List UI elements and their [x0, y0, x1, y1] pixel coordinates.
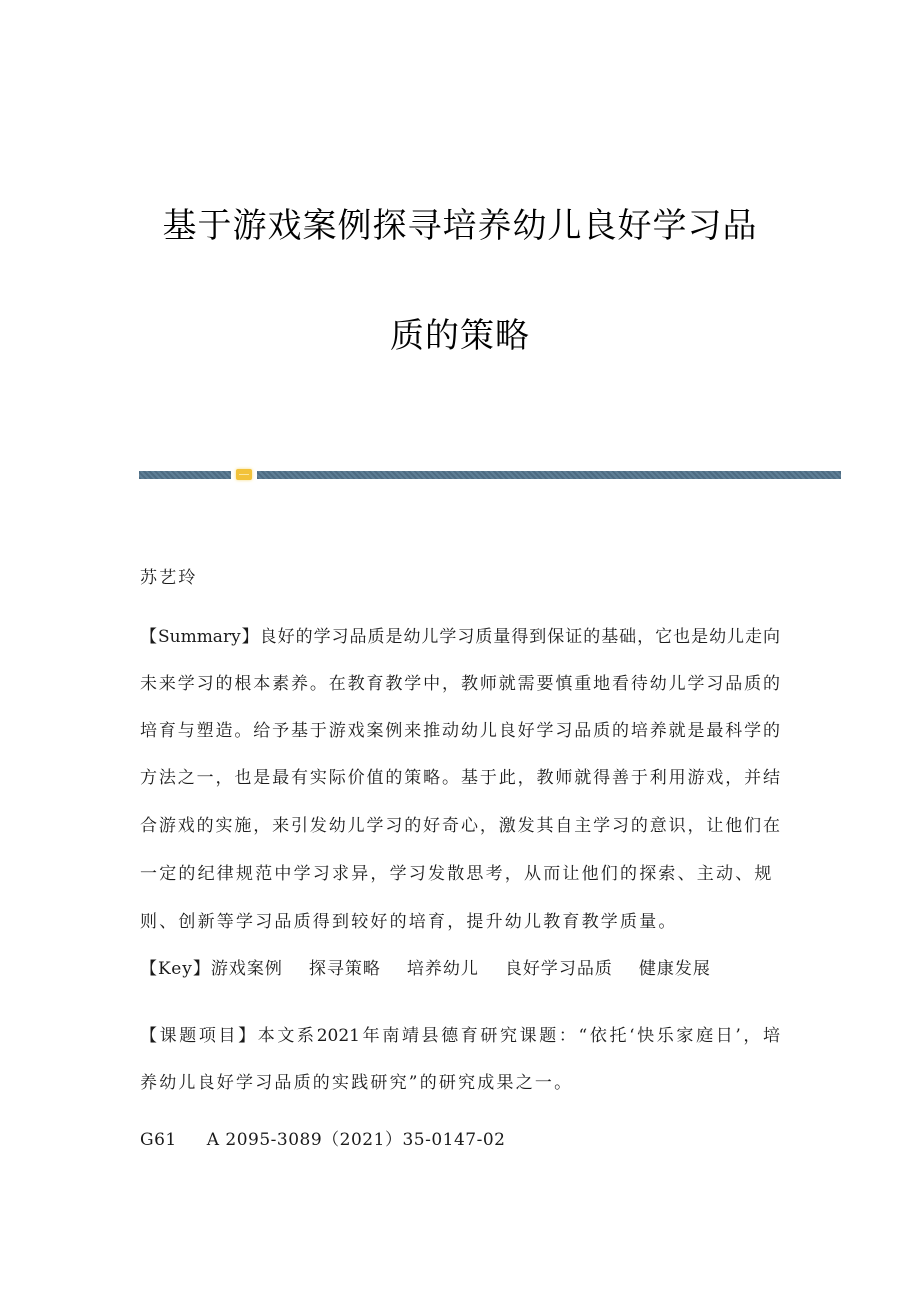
summary-line: 一定的纪律规范中学习求异，学习发散思考，从而让他们的探索、主动、规 [140, 864, 774, 884]
summary-line [140, 626, 780, 648]
article-id: 2095-3089（2021）35-0147-02 [225, 1130, 506, 1150]
summary-line: 方法之一，也是最有实际价值的策略。基于此，教师就得善于利用游戏，并结 [140, 768, 780, 788]
project-label: 【课题项目】 [140, 1026, 258, 1046]
keyword: 良好学习品质 [504, 959, 613, 979]
document-code: A [206, 1130, 220, 1150]
summary-line: 则、创新等学习品质得到较好的培育，提升幼儿教育教学质量。 [140, 912, 678, 932]
document-title-line-2: 质的策略 [390, 316, 530, 356]
divider-ornament-icon [236, 469, 252, 480]
keyword: 游戏案例 [210, 959, 283, 979]
summary-line: 合游戏的实施，来引发幼儿学习的好奇心，激发其自主学习的意识，让他们在 [140, 816, 780, 836]
summary-text: 良好的学习品质是幼儿学习质量得到保证的基础，它也是幼儿走向 [259, 627, 781, 647]
keywords-label: 【Key】 [140, 959, 211, 979]
project-line: 养幼儿良好学习品质的实践研究”的研究成果之一。 [140, 1073, 574, 1093]
keywords-line [140, 958, 780, 980]
title-divider [139, 471, 841, 479]
keyword: 健康发展 [638, 959, 711, 979]
author-name: 苏艺玲 [140, 568, 198, 588]
keyword: 探寻策略 [308, 959, 381, 979]
keyword: 培养幼儿 [406, 959, 479, 979]
project-line [140, 1025, 780, 1047]
divider-bar-right [257, 471, 841, 479]
summary-line: 培育与塑造。给予基于游戏案例来推动幼儿良好学习品质的培养就是最科学的 [140, 721, 780, 741]
project-text: 本文系2021年南靖县德育研究课题：“依托‘快乐家庭日’，培 [257, 1026, 780, 1046]
clc-number: G61 [140, 1130, 177, 1150]
document-title-line-1: 基于游戏案例探寻培养幼儿良好学习品 [162, 206, 758, 246]
classification-line [140, 1129, 780, 1151]
summary-label: 【Summary】 [140, 627, 260, 647]
summary-line: 未来学习的根本素养。在教育教学中，教师就需要慎重地看待幼儿学习品质的 [140, 674, 780, 694]
divider-bar-left [139, 471, 231, 479]
